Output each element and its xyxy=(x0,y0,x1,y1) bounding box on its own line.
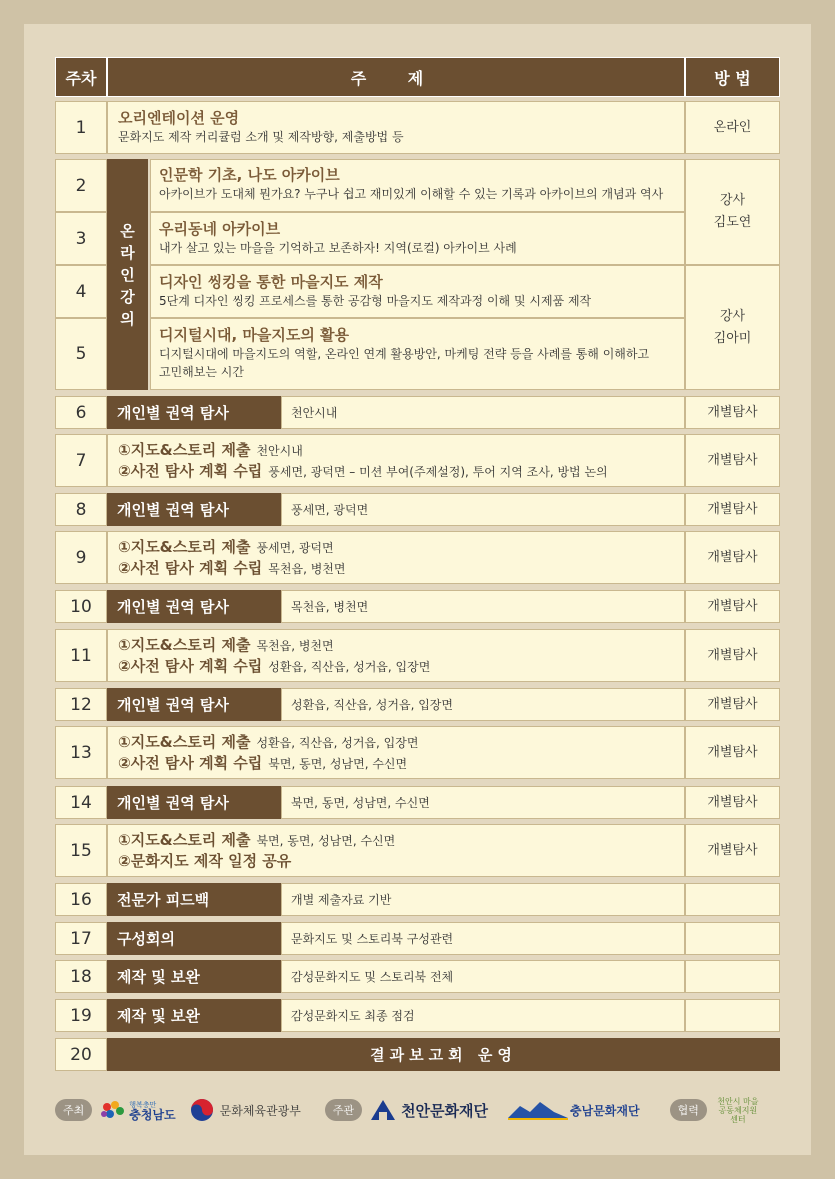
step-detail: 북면, 동면, 성남면, 수신면 xyxy=(256,834,396,848)
step-detail: 목천읍, 병천면 xyxy=(268,562,346,576)
cooperation-badge: 협력 xyxy=(670,1099,707,1121)
topic-title: 오리엔테이션 운영 xyxy=(118,109,240,127)
activity-detail: 개별 제출자료 기반 xyxy=(281,883,685,916)
instructor-name: 김도연 xyxy=(713,215,752,230)
week-number: 10 xyxy=(55,590,107,623)
activity-label: 개인별 권역 탐사 xyxy=(107,590,281,623)
topic-cell xyxy=(107,824,685,877)
method-cell xyxy=(685,999,780,1032)
topic-cell xyxy=(107,101,685,154)
week-number: 1 xyxy=(55,101,107,154)
organizer-badge: 주관 xyxy=(325,1099,362,1121)
activity-detail: 감성문화지도 및 스토리북 전체 xyxy=(281,960,685,993)
step-detail: 풍세면, 광덕면 xyxy=(256,541,334,555)
activity-label: 개인별 권역 탐사 xyxy=(107,786,281,819)
activity-detail: 목천읍, 병천면 xyxy=(281,590,685,623)
topic-cell xyxy=(150,265,685,318)
topic-cell xyxy=(150,318,685,390)
topic-cell xyxy=(107,726,685,779)
step-label: ②사전 탐사 계획 수립 xyxy=(118,754,263,772)
step-detail: 성환읍, 직산읍, 성거읍, 입장면 xyxy=(256,736,419,750)
step-label: ①지도&스토리 제출 xyxy=(118,831,251,849)
cheonan-foundation-logo xyxy=(370,1099,488,1121)
topic-title: 인문학 기초, 나도 아카이브 xyxy=(159,166,340,184)
step-label: ②문화지도 제작 일정 공유 xyxy=(118,852,292,870)
step-label: ②사전 탐사 계획 수립 xyxy=(118,462,263,480)
chungnam-slogan: 행복충만 xyxy=(129,1101,157,1109)
activity-label: 개인별 권역 탐사 xyxy=(107,688,281,721)
activity-detail: 문화지도 및 스토리북 구성관련 xyxy=(281,922,685,955)
online-label-char: 인 xyxy=(120,265,135,284)
method-cell xyxy=(685,159,780,265)
step-detail: 북면, 동면, 성남면, 수신면 xyxy=(268,757,408,771)
topic-cell xyxy=(107,629,685,682)
topic-description-cont: 고민해보는 시간 xyxy=(159,365,244,379)
step-label: ①지도&스토리 제출 xyxy=(118,441,251,459)
topic-cell xyxy=(150,159,685,212)
method-cell: 개별탐사 xyxy=(685,396,780,429)
week-number: 19 xyxy=(55,999,107,1032)
method-cell xyxy=(685,883,780,916)
activity-label: 제작 및 보완 xyxy=(107,960,281,993)
method-cell xyxy=(685,265,780,390)
online-label-char: 라 xyxy=(120,243,135,262)
topic-description: 아카이브가 도대체 뭔가요? 누구나 쉽고 재미있게 이해할 수 있는 기록과 아카이브의 개념과 역사 xyxy=(159,187,664,201)
step-detail: 천안시내 xyxy=(256,444,303,458)
chungnam-logo xyxy=(100,1099,175,1121)
topic-description: 문화지도 제작 커리큘럼 소개 및 제작방향, 제출방법 등 xyxy=(118,130,404,144)
week-number: 3 xyxy=(55,212,107,265)
step-label: ①지도&스토리 제출 xyxy=(118,733,251,751)
topic-description: 내가 살고 있는 마을을 기억하고 보존하자! 지역(로컬) 아카이브 사례 xyxy=(159,241,517,255)
step-label: ①지도&스토리 제출 xyxy=(118,636,251,654)
method-cell: 개별탐사 xyxy=(685,590,780,623)
mcst-logo xyxy=(190,1098,301,1122)
week-number: 9 xyxy=(55,531,107,584)
topic-title: 우리동네 아카이브 xyxy=(159,220,281,238)
activity-label: 제작 및 보완 xyxy=(107,999,281,1032)
week-number: 2 xyxy=(55,159,107,212)
topic-description: 5단계 디자인 씽킹 프로세스를 통한 공감형 마을지도 제작과정 이해 및 시제품 제작 xyxy=(159,294,592,308)
method-cell: 개별탐사 xyxy=(685,531,780,584)
week-number: 18 xyxy=(55,960,107,993)
week-number: 7 xyxy=(55,434,107,487)
method-cell: 온라인 xyxy=(685,101,780,154)
instructor-name: 김아미 xyxy=(713,330,752,346)
method-cell: 개별탐사 xyxy=(685,786,780,819)
method-cell: 개별탐사 xyxy=(685,629,780,682)
method-cell: 개별탐사 xyxy=(685,726,780,779)
cheonan-foundation-name: 천안문화재단 xyxy=(401,1101,489,1120)
taegeuk-icon xyxy=(190,1098,214,1122)
host-badge: 주최 xyxy=(55,1099,92,1121)
activity-detail: 풍세면, 광덕면 xyxy=(281,493,685,526)
week-number: 8 xyxy=(55,493,107,526)
step-detail: 성환읍, 직산읍, 성거읍, 입장면 xyxy=(268,660,431,674)
activity-label: 개인별 권역 탐사 xyxy=(107,396,281,429)
method-cell: 개별탐사 xyxy=(685,434,780,487)
method-cell: 개별탐사 xyxy=(685,493,780,526)
week-number: 12 xyxy=(55,688,107,721)
online-label-char: 강 xyxy=(120,287,135,306)
week-number: 11 xyxy=(55,629,107,682)
flower-icon xyxy=(100,1099,126,1121)
activity-detail: 천안시내 xyxy=(281,396,685,429)
activity-label: 구성회의 xyxy=(107,922,281,955)
chungnam-name: 충청남도 xyxy=(129,1108,176,1122)
community-center-logo: 천안시 마을공동체지원센터 xyxy=(717,1096,759,1124)
week-number: 6 xyxy=(55,396,107,429)
activity-detail: 북면, 동면, 성남면, 수신면 xyxy=(281,786,685,819)
step-label: ①지도&스토리 제출 xyxy=(118,538,251,556)
activity-detail: 감성문화지도 최종 점검 xyxy=(281,999,685,1032)
step-detail: 풍세면, 광덕면 – 미션 부여(주제설정), 투어 지역 조사, 방법 논의 xyxy=(268,465,608,479)
step-label: ②사전 탐사 계획 수립 xyxy=(118,559,263,577)
method-cell: 개별탐사 xyxy=(685,824,780,877)
topic-title: 디자인 씽킹을 통한 마을지도 제작 xyxy=(159,273,383,291)
topic-cell xyxy=(150,212,685,265)
week-number: 17 xyxy=(55,922,107,955)
activity-label: 전문가 피드백 xyxy=(107,883,281,916)
mountain-icon xyxy=(508,1100,568,1120)
final-report-label: 결과보고회 운영 xyxy=(107,1038,780,1071)
online-label-char: 의 xyxy=(120,309,135,328)
topic-description: 디지털시대에 마을지도의 역할, 온라인 연계 활용방안, 마케팅 전략 등을 사례를 통해 이해하고 xyxy=(159,347,650,361)
header-method: 방 법 xyxy=(685,57,780,97)
mcst-name: 문화체육관광부 xyxy=(219,1103,301,1118)
week-number: 5 xyxy=(55,318,107,390)
chungnam-foundation-logo xyxy=(508,1100,640,1120)
week-number: 13 xyxy=(55,726,107,779)
header-week: 주차 xyxy=(55,57,107,97)
topic-cell xyxy=(107,434,685,487)
method-cell xyxy=(685,960,780,993)
instructor-role: 강사 xyxy=(719,193,746,208)
house-icon xyxy=(370,1099,396,1121)
step-label: ②사전 탐사 계획 수립 xyxy=(118,657,263,675)
instructor-role: 강사 xyxy=(719,308,746,324)
chungnam-foundation-name: 충남문화재단 xyxy=(570,1103,640,1118)
online-label-char: 온 xyxy=(120,221,135,240)
step-detail: 목천읍, 병천면 xyxy=(256,639,334,653)
week-number: 4 xyxy=(55,265,107,318)
activity-detail: 성환읍, 직산읍, 성거읍, 입장면 xyxy=(281,688,685,721)
method-cell: 개별탐사 xyxy=(685,688,780,721)
week-number: 15 xyxy=(55,824,107,877)
topic-title: 디지털시대, 마을지도의 활용 xyxy=(159,326,350,344)
activity-label: 개인별 권역 탐사 xyxy=(107,493,281,526)
method-cell xyxy=(685,922,780,955)
week-number: 20 xyxy=(55,1038,107,1071)
week-number: 16 xyxy=(55,883,107,916)
header-topic: 주 제 xyxy=(107,57,685,97)
topic-cell xyxy=(107,531,685,584)
footer-logos xyxy=(55,1097,795,1123)
online-lecture-label xyxy=(107,159,148,390)
week-number: 14 xyxy=(55,786,107,819)
